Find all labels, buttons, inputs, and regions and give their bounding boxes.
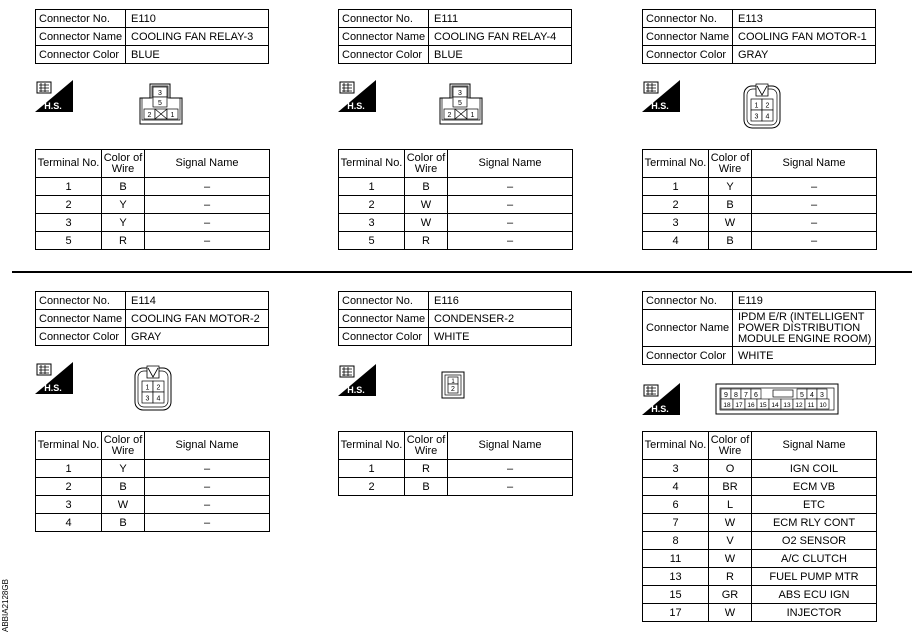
connector-name-label: Connector Name	[643, 310, 733, 347]
connector-color-label: Connector Color	[339, 46, 429, 64]
svg-text:10: 10	[819, 402, 827, 409]
connector-color-label: Connector Color	[36, 46, 126, 64]
figure-id: ABBIA2128GB	[1, 579, 10, 633]
table-row: 1 Y –	[36, 460, 270, 478]
color-of-wire-header: Color of Wire	[102, 150, 145, 178]
svg-text:7: 7	[744, 392, 748, 399]
table-row: 4 B –	[36, 514, 270, 532]
terminal-no-header: Terminal No.	[339, 150, 405, 178]
hs-icon	[338, 364, 376, 396]
svg-text:12: 12	[795, 402, 803, 409]
connector-no-label: Connector No.	[643, 292, 733, 310]
svg-text:3: 3	[145, 395, 150, 403]
table-row: 4 BR ECM VB	[643, 478, 877, 496]
terminal-no-header: Terminal No.	[339, 432, 405, 460]
table-row: 3 Y –	[36, 214, 270, 232]
svg-text:6: 6	[754, 392, 758, 399]
svg-text:2: 2	[447, 112, 452, 119]
svg-text:1: 1	[170, 112, 175, 119]
table-row: 2 W –	[339, 196, 573, 214]
connector-name-label: Connector Name	[36, 28, 126, 46]
section-divider	[12, 271, 912, 273]
svg-text:16: 16	[747, 402, 755, 409]
connector-no-label: Connector No.	[36, 10, 126, 28]
connector-name-value: COOLING FAN MOTOR-2	[126, 310, 269, 328]
svg-text:14: 14	[771, 402, 779, 409]
connector-no-value: E111	[429, 10, 572, 28]
terminal-table-e113	[642, 149, 877, 250]
two-pin-connector-face-e116	[440, 370, 466, 400]
connector-color-value: GRAY	[733, 46, 876, 64]
table-row: 2 B –	[36, 478, 270, 496]
connector-no-value: E114	[126, 292, 269, 310]
connector-color-value: BLUE	[429, 46, 572, 64]
svg-text:3: 3	[754, 113, 759, 121]
table-row: 13 R FUEL PUMP MTR	[643, 568, 877, 586]
table-row: 2 Y –	[36, 196, 270, 214]
color-of-wire-header: Color of Wire	[405, 150, 448, 178]
connector-no-value: E110	[126, 10, 269, 28]
svg-text:5: 5	[158, 100, 162, 107]
connector-info-e116	[338, 291, 572, 346]
svg-text:4: 4	[810, 392, 814, 399]
connector-info-e113	[642, 9, 876, 64]
connector-info-e110	[35, 9, 269, 64]
svg-text:15: 15	[759, 402, 767, 409]
svg-text:1: 1	[451, 379, 455, 385]
svg-text:1: 1	[470, 112, 475, 119]
table-row: 4 B –	[643, 232, 877, 250]
hs-icon	[338, 80, 376, 112]
connector-no-value: E119	[733, 292, 876, 310]
connector-info-e111	[338, 9, 572, 64]
color-of-wire-header: Color of Wire	[405, 432, 448, 460]
svg-text:H.S.: H.S.	[651, 404, 669, 414]
connector-color-label: Connector Color	[36, 328, 126, 346]
connector-no-label: Connector No.	[339, 10, 429, 28]
terminal-table-e116	[338, 431, 573, 496]
svg-text:4: 4	[765, 113, 770, 121]
table-row: 5 R –	[339, 232, 573, 250]
table-row: 3 W –	[643, 214, 877, 232]
connector-info-e119	[642, 291, 876, 365]
svg-text:H.S.: H.S.	[347, 101, 365, 111]
connector-name-value: CONDENSER-2	[429, 310, 572, 328]
table-row: 7 W ECM RLY CONT	[643, 514, 877, 532]
connector-name-value: COOLING FAN RELAY-4	[429, 28, 572, 46]
terminal-table-e111	[338, 149, 573, 250]
connector-name-label: Connector Name	[36, 310, 126, 328]
connector-color-value: WHITE	[429, 328, 572, 346]
signal-name-header: Signal Name	[752, 432, 877, 460]
motor-connector-face-e113	[742, 82, 782, 130]
connector-info-e114	[35, 291, 269, 346]
svg-text:2: 2	[156, 384, 161, 392]
connector-name-label: Connector Name	[643, 28, 733, 46]
table-row: 1 R –	[339, 460, 573, 478]
connector-name-label: Connector Name	[339, 28, 429, 46]
svg-text:H.S.: H.S.	[651, 101, 669, 111]
svg-text:H.S.: H.S.	[44, 383, 62, 393]
connector-name-value: COOLING FAN MOTOR-1	[733, 28, 876, 46]
table-row: 17 W INJECTOR	[643, 604, 877, 622]
connector-color-value: GRAY	[126, 328, 269, 346]
svg-text:3: 3	[158, 90, 162, 97]
table-row: 3 W –	[36, 496, 270, 514]
terminal-table-e119	[642, 431, 877, 622]
terminal-no-header: Terminal No.	[643, 150, 709, 178]
table-row: 1 B –	[339, 178, 573, 196]
svg-text:1: 1	[145, 384, 150, 392]
table-row: 6 L ETC	[643, 496, 877, 514]
signal-name-header: Signal Name	[752, 150, 877, 178]
terminal-no-header: Terminal No.	[643, 432, 709, 460]
ipdm-connector-face-e119	[715, 383, 839, 415]
connector-name-value: COOLING FAN RELAY-3	[126, 28, 269, 46]
color-of-wire-header: Color of Wire	[709, 432, 752, 460]
svg-text:4: 4	[156, 395, 161, 403]
connector-no-value: E113	[733, 10, 876, 28]
signal-name-header: Signal Name	[145, 432, 270, 460]
hs-icon	[35, 362, 73, 394]
signal-name-header: Signal Name	[448, 150, 573, 178]
table-row: 3 W –	[339, 214, 573, 232]
terminal-no-header: Terminal No.	[36, 150, 102, 178]
connector-color-label: Connector Color	[643, 46, 733, 64]
svg-text:8: 8	[734, 392, 738, 399]
table-row: 8 V O2 SENSOR	[643, 532, 877, 550]
signal-name-header: Signal Name	[145, 150, 270, 178]
svg-text:11: 11	[807, 402, 815, 409]
relay-connector-face-e111	[438, 82, 484, 126]
table-row: 5 R –	[36, 232, 270, 250]
table-row: 15 GR ABS ECU IGN	[643, 586, 877, 604]
connector-no-label: Connector No.	[643, 10, 733, 28]
svg-text:9: 9	[724, 392, 728, 399]
svg-text:3: 3	[820, 392, 824, 399]
terminal-table-e110	[35, 149, 270, 250]
connector-color-label: Connector Color	[339, 328, 429, 346]
svg-text:3: 3	[458, 90, 462, 97]
color-of-wire-header: Color of Wire	[709, 150, 752, 178]
svg-text:18: 18	[723, 402, 731, 409]
table-row: 2 B –	[643, 196, 877, 214]
table-row: 1 Y –	[643, 178, 877, 196]
svg-text:5: 5	[800, 392, 804, 399]
motor-connector-face-e114	[133, 364, 173, 412]
signal-name-header: Signal Name	[448, 432, 573, 460]
connector-name-value: IPDM E/R (INTELLIGENT POWER DISTRIBUTION MODULE ENGINE ROOM)	[733, 310, 876, 347]
connector-no-label: Connector No.	[339, 292, 429, 310]
svg-text:17: 17	[735, 402, 743, 409]
table-row: 1 B –	[36, 178, 270, 196]
terminal-no-header: Terminal No.	[36, 432, 102, 460]
table-row: 11 W A/C CLUTCH	[643, 550, 877, 568]
svg-text:2: 2	[451, 386, 455, 393]
connector-name-label: Connector Name	[339, 310, 429, 328]
hs-icon	[35, 80, 73, 112]
svg-text:13: 13	[783, 402, 791, 409]
svg-text:2: 2	[765, 102, 770, 110]
hs-icon	[642, 383, 680, 415]
table-row: 3 O IGN COIL	[643, 460, 877, 478]
terminal-table-e114	[35, 431, 270, 532]
svg-text:2: 2	[147, 112, 152, 119]
connector-no-value: E116	[429, 292, 572, 310]
connector-color-value: BLUE	[126, 46, 269, 64]
svg-text:1: 1	[754, 102, 759, 110]
svg-text:H.S.: H.S.	[44, 101, 62, 111]
svg-text:H.S.: H.S.	[347, 385, 365, 395]
connector-no-label: Connector No.	[36, 292, 126, 310]
color-of-wire-header: Color of Wire	[102, 432, 145, 460]
connector-color-value: WHITE	[733, 347, 876, 365]
connector-color-label: Connector Color	[643, 347, 733, 365]
svg-text:5: 5	[458, 100, 462, 107]
table-row: 2 B –	[339, 478, 573, 496]
hs-icon	[642, 80, 680, 112]
relay-connector-face-e110	[138, 82, 184, 126]
